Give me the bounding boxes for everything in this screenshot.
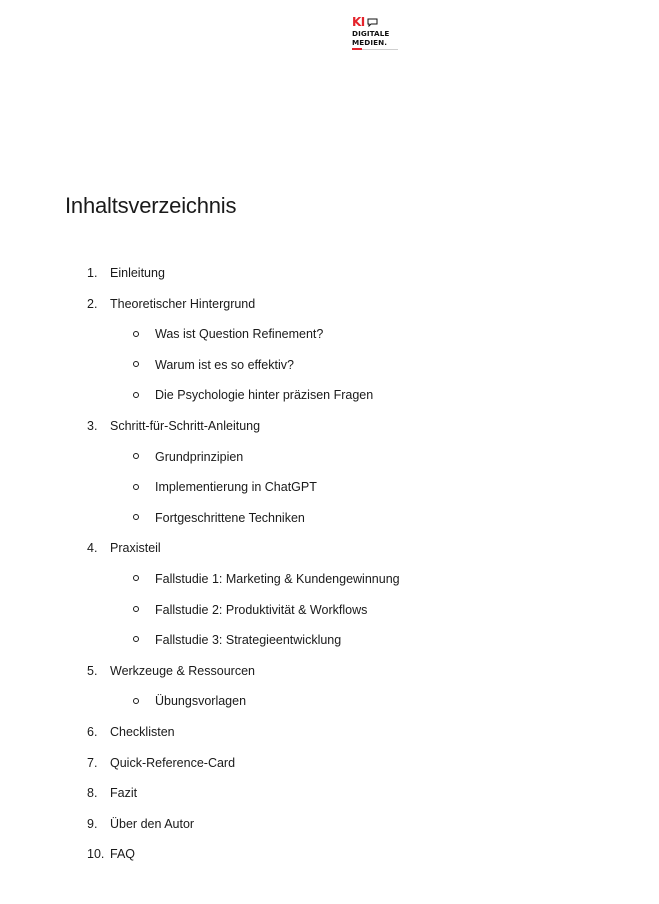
toc-subitem[interactable] — [0, 625, 659, 656]
toc-item-label: Grundprinzipien — [155, 449, 244, 464]
circle-bullet-icon — [131, 350, 141, 381]
toc-item-number: 6. — [87, 724, 98, 739]
toc-subitem[interactable] — [0, 503, 659, 534]
circle-bullet-icon — [131, 319, 141, 350]
toc-item-label: Implementierung in ChatGPT — [155, 480, 317, 495]
toc-item-number: 1. — [87, 266, 98, 280]
toc-item-label: Die Psychologie hinter präzisen Fragen — [155, 388, 374, 403]
toc-item-label: Fortgeschrittene Techniken — [155, 510, 305, 525]
toc-item-number: 8. — [87, 786, 98, 801]
page-title: Inhaltsverzeichnis — [65, 193, 237, 218]
toc-item-number: 4. — [87, 541, 98, 556]
toc-subitem[interactable] — [0, 686, 659, 717]
toc-item-label: Werkzeuge & Ressourcen — [110, 663, 255, 678]
toc-subitem[interactable] — [0, 350, 659, 381]
table-of-contents — [0, 258, 659, 870]
toc-item[interactable] — [0, 717, 659, 748]
toc-item-label: Fallstudie 3: Strategieentwicklung — [155, 633, 342, 648]
toc-item-label: Über den Autor — [110, 816, 195, 831]
toc-item[interactable] — [0, 533, 659, 564]
toc-item[interactable] — [0, 748, 659, 779]
toc-subitem[interactable] — [0, 319, 659, 350]
circle-bullet-icon — [131, 442, 141, 473]
toc-item-label: Übungsvorlagen — [155, 694, 247, 709]
toc-subitem[interactable] — [0, 564, 659, 595]
toc-item-label: Was ist Question Refinement? — [155, 327, 324, 342]
toc-item-number: 2. — [87, 296, 98, 311]
toc-item-number: 9. — [87, 816, 98, 831]
brand-logo — [352, 16, 412, 54]
circle-bullet-icon — [131, 503, 141, 534]
toc-item-label: FAQ — [110, 847, 136, 862]
circle-bullet-icon — [131, 472, 141, 503]
circle-bullet-icon — [131, 625, 141, 656]
circle-bullet-icon — [131, 564, 141, 595]
toc-subitem[interactable] — [0, 595, 659, 626]
toc-item-label: Fallstudie 1: Marketing & Kundengewinnung — [155, 571, 400, 586]
toc-item-label: Checklisten — [110, 724, 175, 739]
circle-bullet-icon — [131, 595, 141, 626]
chat-bubble-icon — [367, 18, 378, 27]
toc-item[interactable] — [0, 289, 659, 320]
toc-item-label: Fazit — [110, 786, 138, 801]
toc-item[interactable] — [0, 411, 659, 442]
toc-item-label: Einleitung — [110, 266, 165, 280]
logo-ki-row — [352, 16, 412, 29]
toc-item-label: Quick-Reference-Card — [110, 755, 236, 770]
toc-item-number: 10. — [87, 847, 105, 862]
toc-item-label: Schritt-für-Schritt-Anleitung — [110, 418, 261, 433]
toc-item-label: Warum ist es so effektiv? — [155, 357, 294, 372]
toc-item-number: 3. — [87, 418, 98, 433]
toc-subitem[interactable] — [0, 442, 659, 473]
toc-item[interactable] — [0, 258, 659, 289]
logo-line-1: DIGITALE — [352, 29, 390, 38]
logo-line-2: MEDIEN. — [352, 38, 388, 47]
toc-item[interactable] — [0, 778, 659, 809]
toc-item-label: Theoretischer Hintergrund — [110, 296, 256, 311]
toc-item[interactable] — [0, 809, 659, 840]
toc-item[interactable] — [0, 656, 659, 687]
logo-underline — [352, 48, 398, 50]
toc-item[interactable] — [0, 839, 659, 870]
toc-item-label: Fallstudie 2: Produktivität & Workflows — [155, 602, 368, 617]
toc-item-number: 7. — [87, 755, 98, 770]
circle-bullet-icon — [131, 686, 141, 717]
toc-subitem[interactable] — [0, 472, 659, 503]
toc-item-number: 5. — [87, 663, 98, 678]
toc-item-label: Praxisteil — [110, 541, 161, 556]
circle-bullet-icon — [131, 380, 141, 411]
toc-subitem[interactable] — [0, 380, 659, 411]
logo-ki-text: KI — [352, 15, 365, 29]
